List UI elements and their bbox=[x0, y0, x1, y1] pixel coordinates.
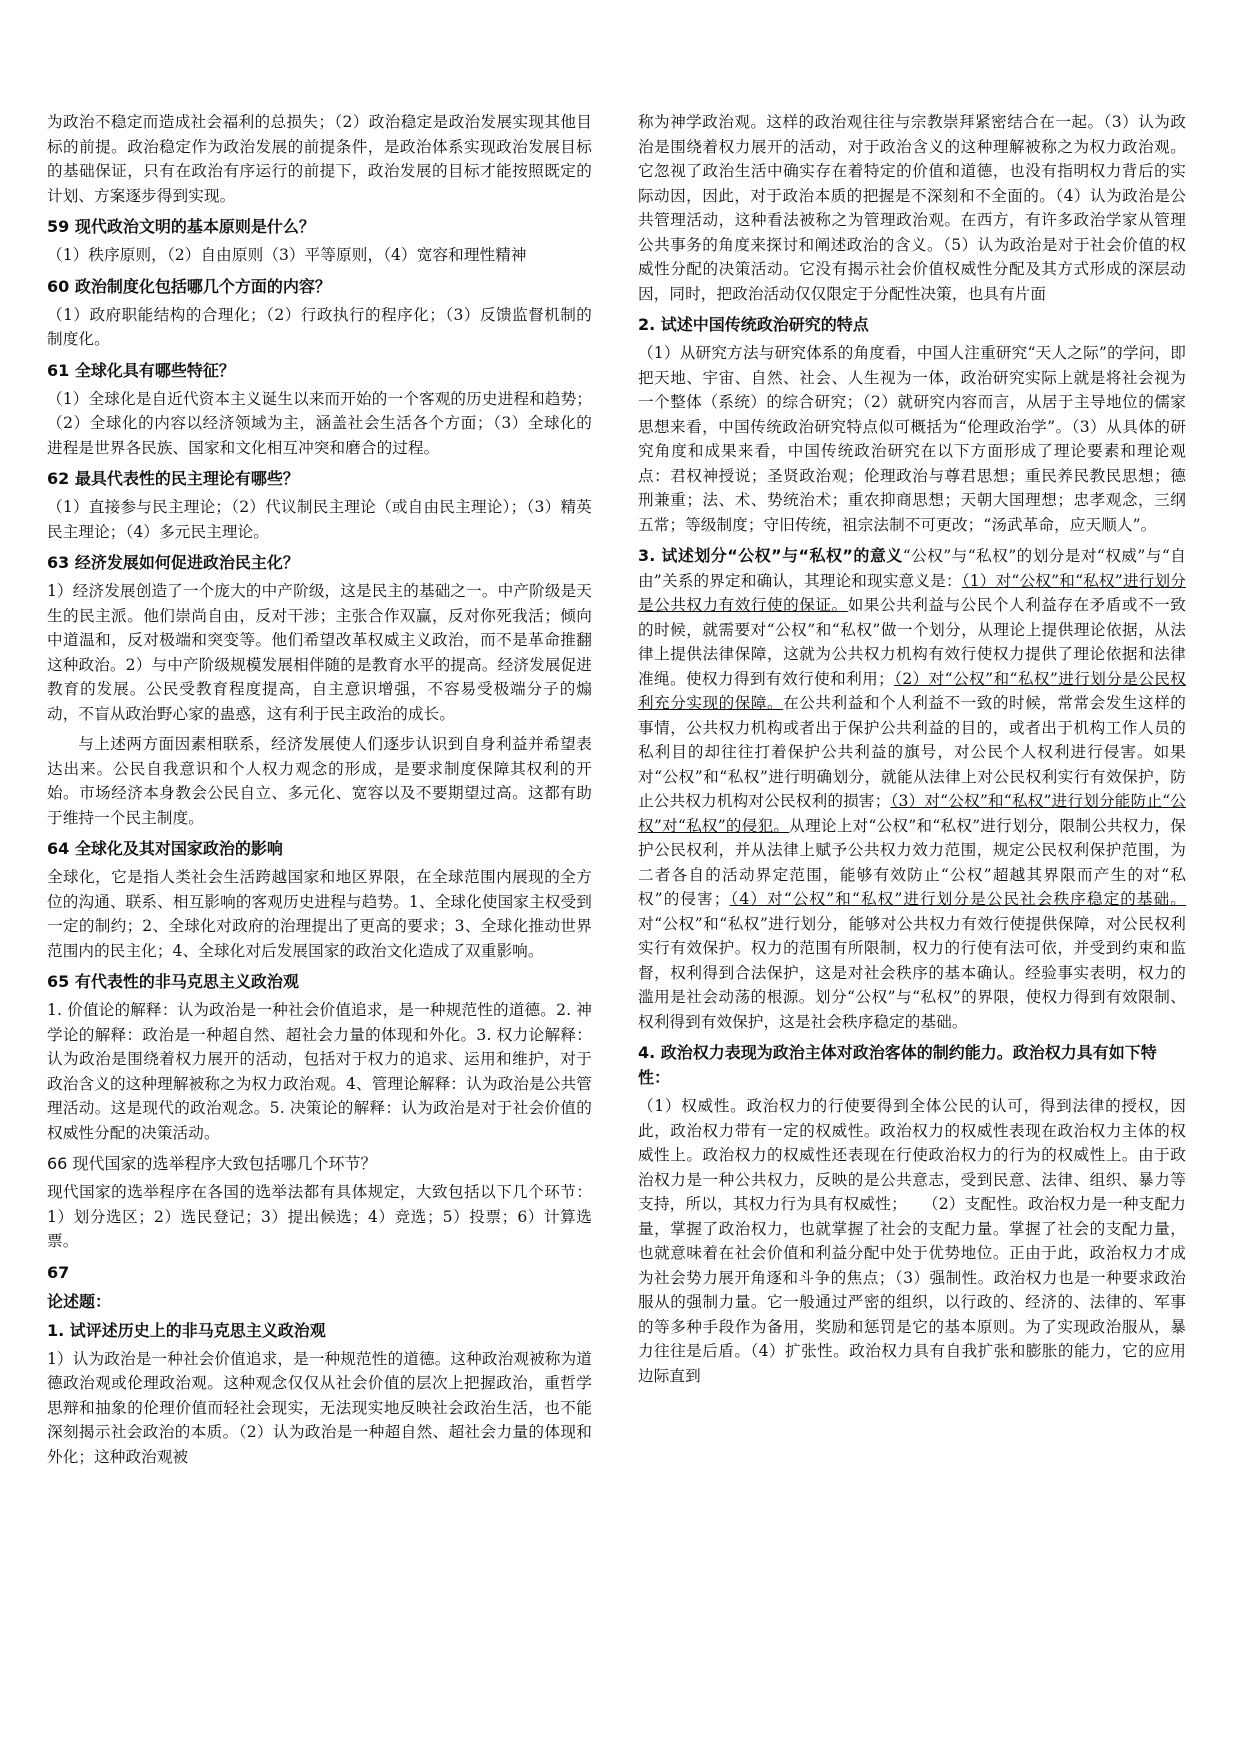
answer-3-text2: 在公共利益和个人利益不一致的时候，常常会发生这样的事情，公共权力机构或者出于保护公共利益的目的，或者出于机构工作人员的私利目的却往往打着保护公共利益的旗号，对公民个人权利进行侵害。如果对“公权”和“私权”进行明确划分，就能从法律上对公民权利实行有效保护，防止公共权力机构对公民权利的损害； bbox=[638, 694, 1186, 810]
question-67-number: 67 bbox=[47, 1262, 70, 1282]
answer-3-point2: （2）对“公权”和“私权”进行划分是公民权利充分实现的保障。 bbox=[638, 669, 1187, 712]
answer-3-text3: 从理论上对“公权”和“私权”进行划分，限制公共权力，保护公民权利，并从法律上赋予公共权力效力范围，规定公民权利保护范围，为二者各自的活动界定范围，能够有效防止“公权”超越其界限而产生的对“私权”的侵害； bbox=[638, 816, 1186, 908]
question-64-heading: 64 全球化及其对国家政治的影响 bbox=[47, 839, 283, 858]
answer-3-point3: （3）对“公权”和“私权”进行划分能防止“公权”对“私权”的侵犯。 bbox=[638, 792, 1186, 835]
answer-65: 1. 价值论的解释：认为政治是一种社会价值追求，是一种规范性的道德。2. 神学论的解释：政治是一种超自然、超社会力量的体现和外化。3. 权力论解释：认为政治是围绕着权力展开的活动，包括对于权力的追求、运用和维护，对于政治含义的这种理解被称之为权力政治观。4、管理论解释：认为政治是公共管理活动。这是现代的政治观念。5. 决策论的解释：认为政治是对于社会价值的权威性分配的决策活动。 bbox=[47, 1001, 592, 1142]
answer-63-part2: 与上述两方面因素相联系，经济发展使人们逐步认识到自身利益并希望表达出来。公民自我意识和个人权力观念的形成，是要求制度保障其权利的开始。市场经济本身教会公民自立、多元化、宽容以及不要期望过高。这都有助于维持一个民主制度。 bbox=[47, 735, 592, 827]
left-column bbox=[47, 110, 592, 1475]
answer-59: （1）秩序原则，（2）自由原则（3）平等原则，（4）宽容和理性精神 bbox=[47, 246, 527, 264]
question-61-heading: 61 全球化具有哪些特征？ bbox=[47, 360, 235, 380]
answer-3-text1: 如果公共利益与公民个人利益存在矛盾或不一致的时候，就需要对“公权”和“私权”做一个划分，从理论上提供理论依据，从法律上提供法律保障，这就为公共权力机构有效行使权力提供了理论依据和法律准绳。使权力得到有效行使和利用； bbox=[638, 596, 1186, 688]
answer-3-point4: （4）对“公权”和“私权”进行划分是公民社会秩序稳定的基础。 bbox=[729, 890, 1186, 908]
answer-64: 全球化，它是指人类社会生活跨越国家和地区界限，在全球范围内展现的全方位的沟通、联系、相互影响的客观历史进程与趋势。1、全球化使国家主权受到一定的制约；2、全球化对政府的治理提出了更高的要求；3、全球化推动世界范围内的民主化；4、全球化对后发展国家的政治文化造成了双重影响。 bbox=[47, 868, 592, 960]
right-column bbox=[638, 110, 1186, 1394]
answer-63-part1: 1）经济发展创造了一个庞大的中产阶级，这是民主的基础之一。中产阶级是天生的民主派。他们崇尚自由，反对干涉；主张合作双赢，反对你死我活；倾向中道温和，反对极端和突变等。他们希望改革权威主义政治，而不是革命推翻这种政治。2）与中产阶级规模发展相伴随的是教育水平的提高。经济发展促进教育的发展。公民受教育程度提高，自主意识增强，不容易受极端分子的煽动，不盲从政治野心家的蛊惑，这有利于民主政治的成长。 bbox=[47, 582, 592, 723]
essay-question-2-heading: 2. 试述中国传统政治研究的特点 bbox=[638, 315, 869, 334]
essay-answer-1: 1）认为政治是一种社会价值追求，是一种规范性的道德。这种政治观被称为道德政治观或伦理政治观。这种观念仅仅从社会价值的层次上把握政治，重哲学思辩和抽象的伦理价值而轻社会现实，无法现实地反映社会政治生活，也不能深刻揭示社会政治的本质。（2）认为政治是一种超自然、超社会力量的体现和外化；这种政治观被 bbox=[47, 1349, 592, 1466]
answer-3-lead: “公权”与“私权”的划分是对“权威”与“自由”关系的界定和确认，其理论和现实意义是： bbox=[638, 547, 1186, 590]
answer-3-text4: 对“公权”和“私权”进行划分，能够对公共权力有效行使提供保障，对公民权利实行有效保护。权力的范围有所限制，权力的行使有法可依，并受到约束和监督，权利得到合法保护，这是对社会秩序的基本确认。经验事实表明，权力的滥用是社会动荡的根源。划分“公权”与“私权”的界限，使权力得到有效限制、权利得到有效保护，这是社会秩序稳定的基础。 bbox=[638, 914, 1186, 1031]
essay-answer-1-continued: 称为神学政治观。这样的政治观往往与宗教崇拜紧密结合在一起。（3）认为政治是围绕着权力展开的活动，对于政治含义的这种理解被称之为权力政治观。它忽视了政治生活中确实存在着特定的价值和道德，也没有指明权力背后的实际动因，因此，对于政治本质的把握是不深刻和不全面的。（4）认为政治是公共管理活动，这种看法被称之为管理政治观。在西方，有许多政治学家从管理公共事务的角度来探讨和阐述政治的含义。（5）认为政治是对于社会价值的权威性分配的决策活动。它没有揭示社会价值权威性分配及其方式形成的深层动因，同时，把政治活动仅仅限定于分配性决策，也具有片面 bbox=[638, 113, 1186, 303]
question-62-heading: 62 最具代表性的民主理论有哪些？ bbox=[47, 469, 299, 488]
essay-question-4-heading: 4. 政治权力表现为政治主体对政治客体的制约能力。政治权力具有如下特性： bbox=[638, 1043, 1157, 1087]
question-63-heading: 63 经济发展如何促进政治民主化？ bbox=[47, 553, 299, 572]
answer-66: 现代国家的选举程序在各国的选举法都有具体规定，大致包括以下几个环节：1）划分选区；2）选民登记；3）提出候选；4）竞选；5）投票；6）计算选票。 bbox=[47, 1183, 592, 1250]
answer-3-point1: （1）对“公权”和“私权”进行划分是公共权力有效行使的保证。 bbox=[638, 571, 1186, 614]
question-59-heading: 59 现代政治文明的基本原则是什么？ bbox=[47, 217, 315, 236]
answer-62: （1）直接参与民主理论；（2）代议制民主理论（或自由民主理论）；（3）精英民主理论；（4）多元民主理论。 bbox=[47, 498, 592, 541]
essay-question-3-heading: 3. 试述划分“公权”与“私权”的意义 bbox=[638, 546, 903, 565]
answer-61: （1）全球化是自近代资本主义诞生以来而开始的一个客观的历史进程和趋势；（2）全球化的内容以经济领域为主，涵盖社会生活各个方面；（3）全球化的进程是世界各民族、国家和文化相互冲突和磨合的过程。 bbox=[47, 389, 592, 457]
essay-answer-2: （1）从研究方法与研究体系的角度看，中国人注重研究“天人之际”的学问，即把天地、宇宙、自然、社会、人生视为一体，政治研究实际上就是将社会视为一个整体（系统）的综合研究；（2）就研究内容而言，从居于主导地位的儒家思想来看，中国传统政治研究特点似可概括为“伦理政治学”。（3）从具体的研究角度和成果来看，中国传统政治研究在以下方面形成了理论要素和理论观点：君权神授说；圣贤政治观；伦理政治与尊君思想；重民养民教民思想；德刑兼重；法、术、势统治术；重农抑商思想；天朝大国理想；忠孝观念，三纲五常；等级制度；守旧传统，祖宗法制不可更改；“汤武革命，应天顺人”。 bbox=[638, 344, 1186, 534]
intro-paragraph: 为政治不稳定而造成社会福利的总损失；（2）政治稳定是政治发展实现其他目标的前提。政治稳定作为政治发展的前提条件，是政治体系实现政治发展目标的基础保证，只有在政治有序运行的前提下，政治发展的目标才能按照既定的计划、方案逐步得到实现。 bbox=[47, 113, 592, 205]
question-60-heading: 60 政治制度化包括哪几个方面的内容？ bbox=[47, 276, 331, 296]
essay-section-heading: 论述题： bbox=[47, 1291, 112, 1311]
question-66-heading: 66 现代国家的选举程序大致包括哪几个环节？ bbox=[47, 1154, 377, 1173]
essay-answer-4: （1）权威性。政治权力的行使要得到全体公民的认可，得到法律的授权，因此，政治权力带有一定的权威性。政治权力的权威性表现在政治权力主体的权威性上。政治权力的权威性还表现在行使政治权力的行为的权威性上。由于政治权力是一种公共权力，反映的是公共意志，受到民意、法律、组织、暴力等支持，所以，其权力行为具有权威性； （2）支配性。政治权力是一种支配力量，掌握了政治权力，也就掌握了社会的支配力量。掌握了社会的支配力量，也就意味着在社会价值和利益分配中处于优势地位。正由于此，政治权力才成为社会势力展开角逐和斗争的焦点；（3）强制性。政治权力也是一种要求政治服从的强制力量。它一般通过严密的组织，以行政的、经济的、法律的、军事的等多种手段作为备用，奖励和惩罚是它的基本原则。为了实现政治服从，暴力往往是后盾。（4）扩张性。政治权力具有自我扩张和膨胀的能力，它的应用边际直到 bbox=[638, 1097, 1186, 1385]
answer-60: （1）政府职能结构的合理化；（2）行政执行的程序化；（3）反馈监督机制的制度化。 bbox=[47, 305, 592, 348]
question-65-heading: 65 有代表性的非马克思主义政治观 bbox=[47, 972, 299, 991]
essay-question-1-heading: 1. 试评述历史上的非马克思主义政治观 bbox=[47, 1320, 326, 1340]
essay-answer-3 bbox=[638, 543, 1186, 1034]
